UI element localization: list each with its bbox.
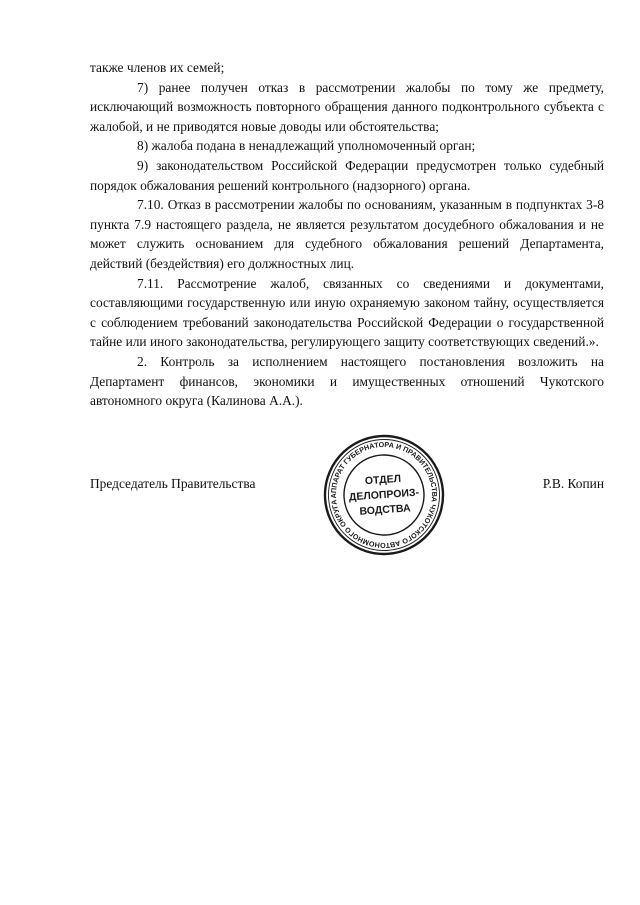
paragraph-family-members: также членов их семей;: [90, 60, 225, 75]
signatory-position: Председатель Правительства: [90, 476, 256, 491]
signatory-name: Р.В. Копин: [542, 476, 604, 491]
paragraph-item-7: 7) ранее получен отказ в рассмотрении жалобы по тому же предмету, исключающий возможность повторного обращения данного подконтрольного субъекта с жалобой, и не приводятся новые доводы или обстоятельства;: [90, 79, 604, 134]
seal-ring-text: АППАРАТ ГУБЕРНАТОРА И ПРАВИТЕЛЬСТВА ЧУКОТСКОГО АВТОНОМНОГО ОКРУГА: [328, 439, 440, 551]
paragraph-control: 2. Контроль за исполнением настоящего постановления возложить на Департамент финансов, экономики и имущественных отношений Чукотского автономного округа (Калинова А.А.).: [90, 353, 604, 409]
paragraph-7-11: 7.11. Рассмотрение жалоб, связанных со сведениями и документами, составляющими государственную или иную охраняемую законом тайну, осуществляется с соблюдением требований законодательства Российской Федерации о государственной тайне или иного законодательства, регулирующего защиту соответствующих сведений.».: [90, 275, 604, 350]
paragraph-item-9: 9) законодательством Российской Федерации предусмотрен только судебный порядок обжалования решений контрольного (надзорного) органа.: [90, 157, 604, 193]
official-seal-stamp: [318, 429, 450, 561]
paragraph-item-8: 8) жалоба подана в ненадлежащий уполномоченный орган;: [137, 138, 476, 154]
seal-line-department: ОТДЕЛ: [364, 472, 402, 488]
document-body: [90, 58, 604, 411]
seal-graphic: [318, 429, 450, 561]
paragraph-7-10: 7.10. Отказ в рассмотрении жалобы по основаниям, указанным в подпунктах 3-8 пункта 7.9 настоящего раздела, не является результатом досудебного обжалования и не может служить основанием для судебного обжалования решений Департамента, действий (бездействия) его должностных лиц.: [90, 197, 604, 271]
seal-line-management: ВОДСТВА: [359, 502, 412, 518]
seal-line-records: ДЕЛОПРОИЗ-: [348, 486, 420, 504]
